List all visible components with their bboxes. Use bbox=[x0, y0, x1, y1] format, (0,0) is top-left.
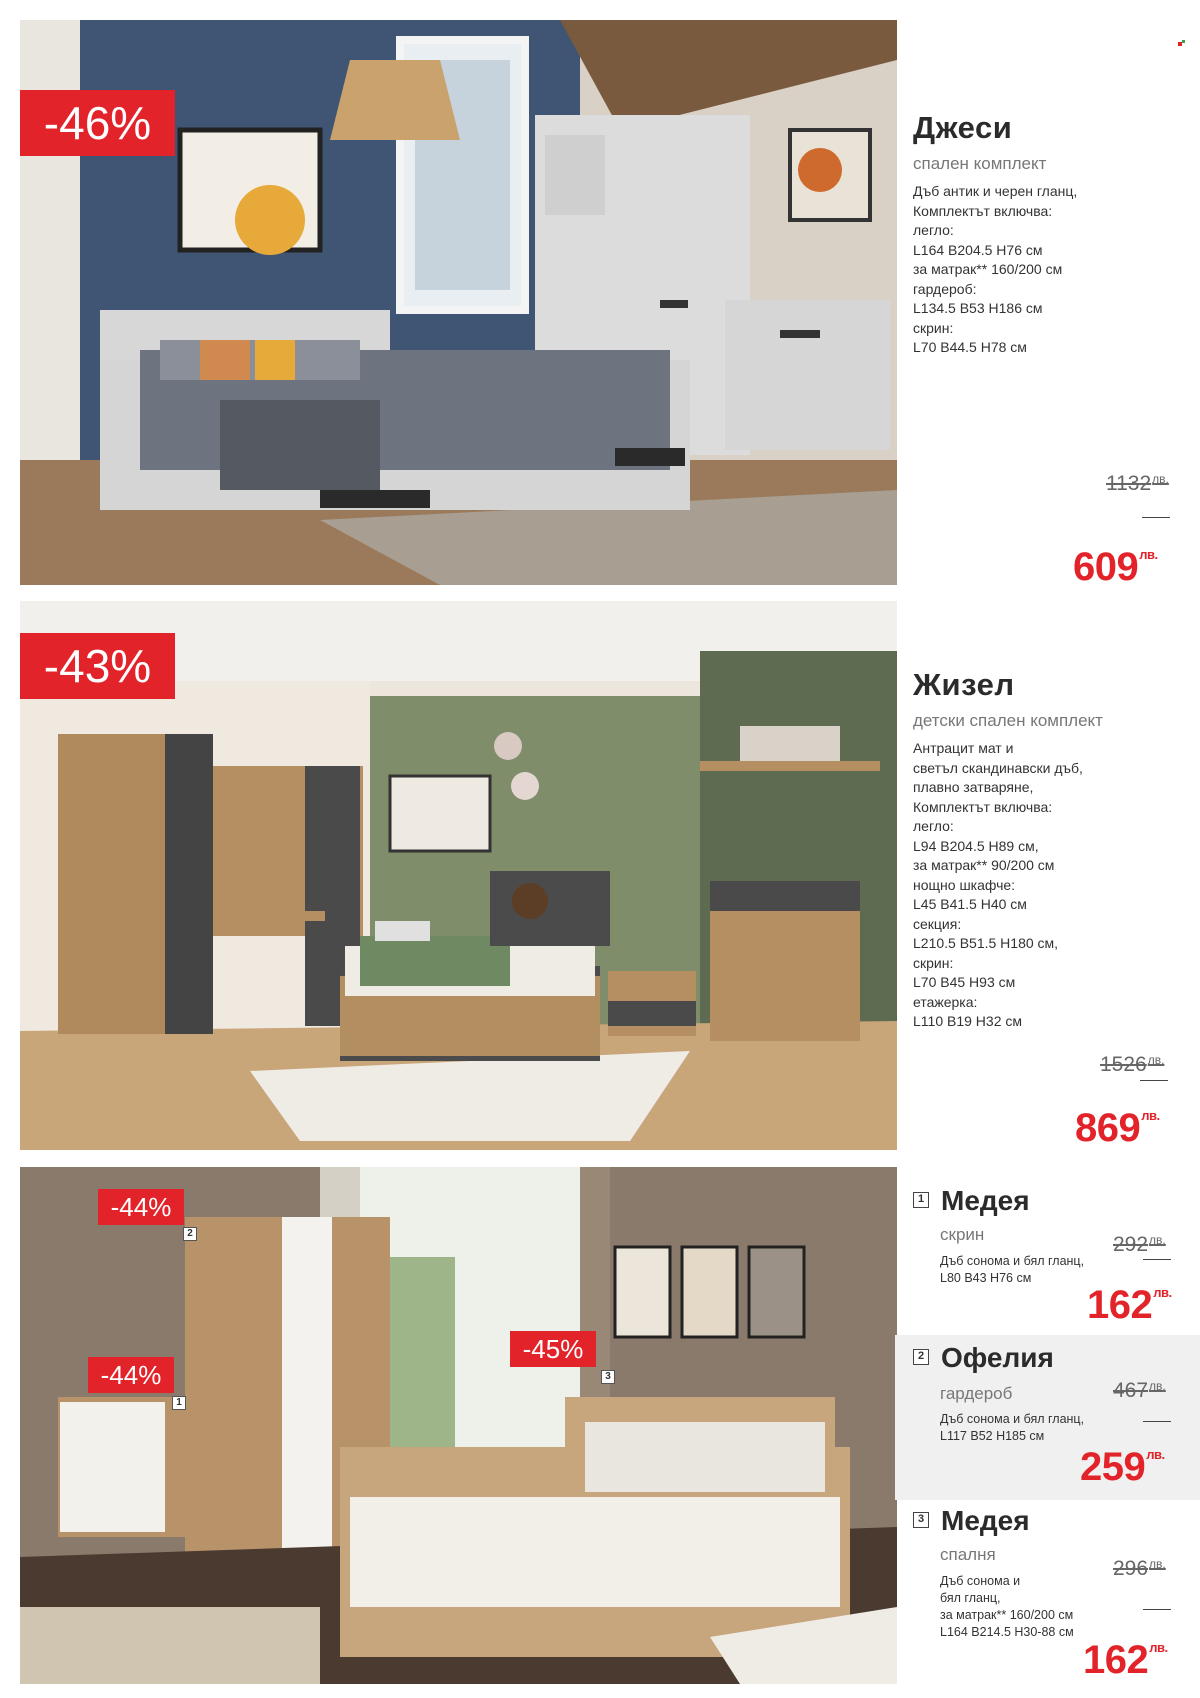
bedroom-photo-jessie bbox=[20, 20, 897, 585]
product-specs: Дъб сонома и бял гланц, за матрак** 160/200 см L164 B214.5 H30-88 см bbox=[940, 1574, 1074, 1639]
product-specs: Дъб сонома и бял гланц, L117 B52 H185 см bbox=[940, 1412, 1085, 1443]
new-price: $162^{лв.}$ bbox=[1087, 1283, 1172, 1327]
new-price: $259^{лв.}$ bbox=[1080, 1445, 1165, 1489]
price-divider bbox=[1142, 517, 1170, 518]
price-divider bbox=[1140, 1080, 1168, 1081]
price-divider bbox=[1143, 1259, 1171, 1260]
product-subtitle: скрин bbox=[940, 1225, 985, 1244]
logo-mark-icon bbox=[1178, 35, 1186, 43]
old-price: $1132^{лв.}$ bbox=[1106, 472, 1169, 495]
product-subtitle: спалня bbox=[940, 1545, 996, 1564]
product-specs: Антрацит мат и светъл скандинавски дъб, плавно затваряне, Комплектът включва: легло: L94 B204.5 H89 см, за матрак** 90/200 см нощно шкафче: L45 B41.5 H40 см секция: L210.5 B51.5 H180 см, скрин: L70 B45 H93 см етажерка: L110 B19 H32 см bbox=[913, 740, 1083, 1029]
discount-badge: -46% bbox=[20, 90, 175, 156]
product-info-jessie bbox=[913, 110, 1183, 358]
discount-badge: -45% bbox=[510, 1331, 596, 1367]
old-price: $467^{лв.}$ bbox=[1113, 1379, 1166, 1402]
product-info-gisele bbox=[913, 667, 1183, 1032]
item-number: 3 bbox=[913, 1512, 929, 1528]
product-specs: Дъб антик и черен гланц, Комплектът включва: легло: L164 B204.5 H76 см за матрак** 160/200 см гардероб: L134.5 B53 H186 см скрин: L70 B44.5 H78 см bbox=[913, 183, 1078, 355]
item-marker: 3 bbox=[601, 1370, 615, 1384]
product-name: Медея bbox=[941, 1505, 1030, 1536]
product-specs: Дъб сонома и бял гланц, L80 B43 H76 см bbox=[940, 1254, 1085, 1285]
item-marker: 2 bbox=[183, 1227, 197, 1241]
product-info-ofelia-wardrobe bbox=[895, 1335, 1200, 1500]
kids-bedroom-photo-gisele bbox=[20, 601, 897, 1150]
price-divider bbox=[1143, 1421, 1171, 1422]
item-marker: 1 bbox=[172, 1396, 186, 1410]
product-info-medea-dresser bbox=[895, 1185, 1200, 1335]
bedroom-photo-medea bbox=[20, 1167, 897, 1684]
product-name: Офелия bbox=[941, 1342, 1054, 1373]
product-info-medea-bed bbox=[895, 1505, 1200, 1690]
discount-badge: -43% bbox=[20, 633, 175, 699]
old-price: $292^{лв.}$ bbox=[1113, 1233, 1166, 1256]
product-subtitle: гардероб bbox=[940, 1384, 1013, 1403]
old-price: $1526^{лв.}$ bbox=[1100, 1053, 1165, 1076]
product-name: Джеси bbox=[913, 110, 1013, 145]
new-price: $869^{лв.}$ bbox=[1075, 1106, 1160, 1150]
price-divider bbox=[1143, 1609, 1171, 1610]
new-price: $609^{лв.}$ bbox=[1073, 545, 1158, 589]
discount-badge: -44% bbox=[88, 1357, 174, 1393]
product-subtitle: спален комплект bbox=[913, 154, 1047, 173]
item-number: 2 bbox=[913, 1349, 929, 1365]
discount-badge: -44% bbox=[98, 1189, 184, 1225]
product-name: Жизел bbox=[913, 667, 1015, 702]
item-number: 1 bbox=[913, 1192, 929, 1208]
product-subtitle: детски спален комплект bbox=[913, 711, 1103, 730]
new-price: $162^{лв.}$ bbox=[1083, 1638, 1168, 1682]
old-price: $296^{лв.}$ bbox=[1113, 1557, 1166, 1580]
product-name: Медея bbox=[941, 1185, 1030, 1216]
